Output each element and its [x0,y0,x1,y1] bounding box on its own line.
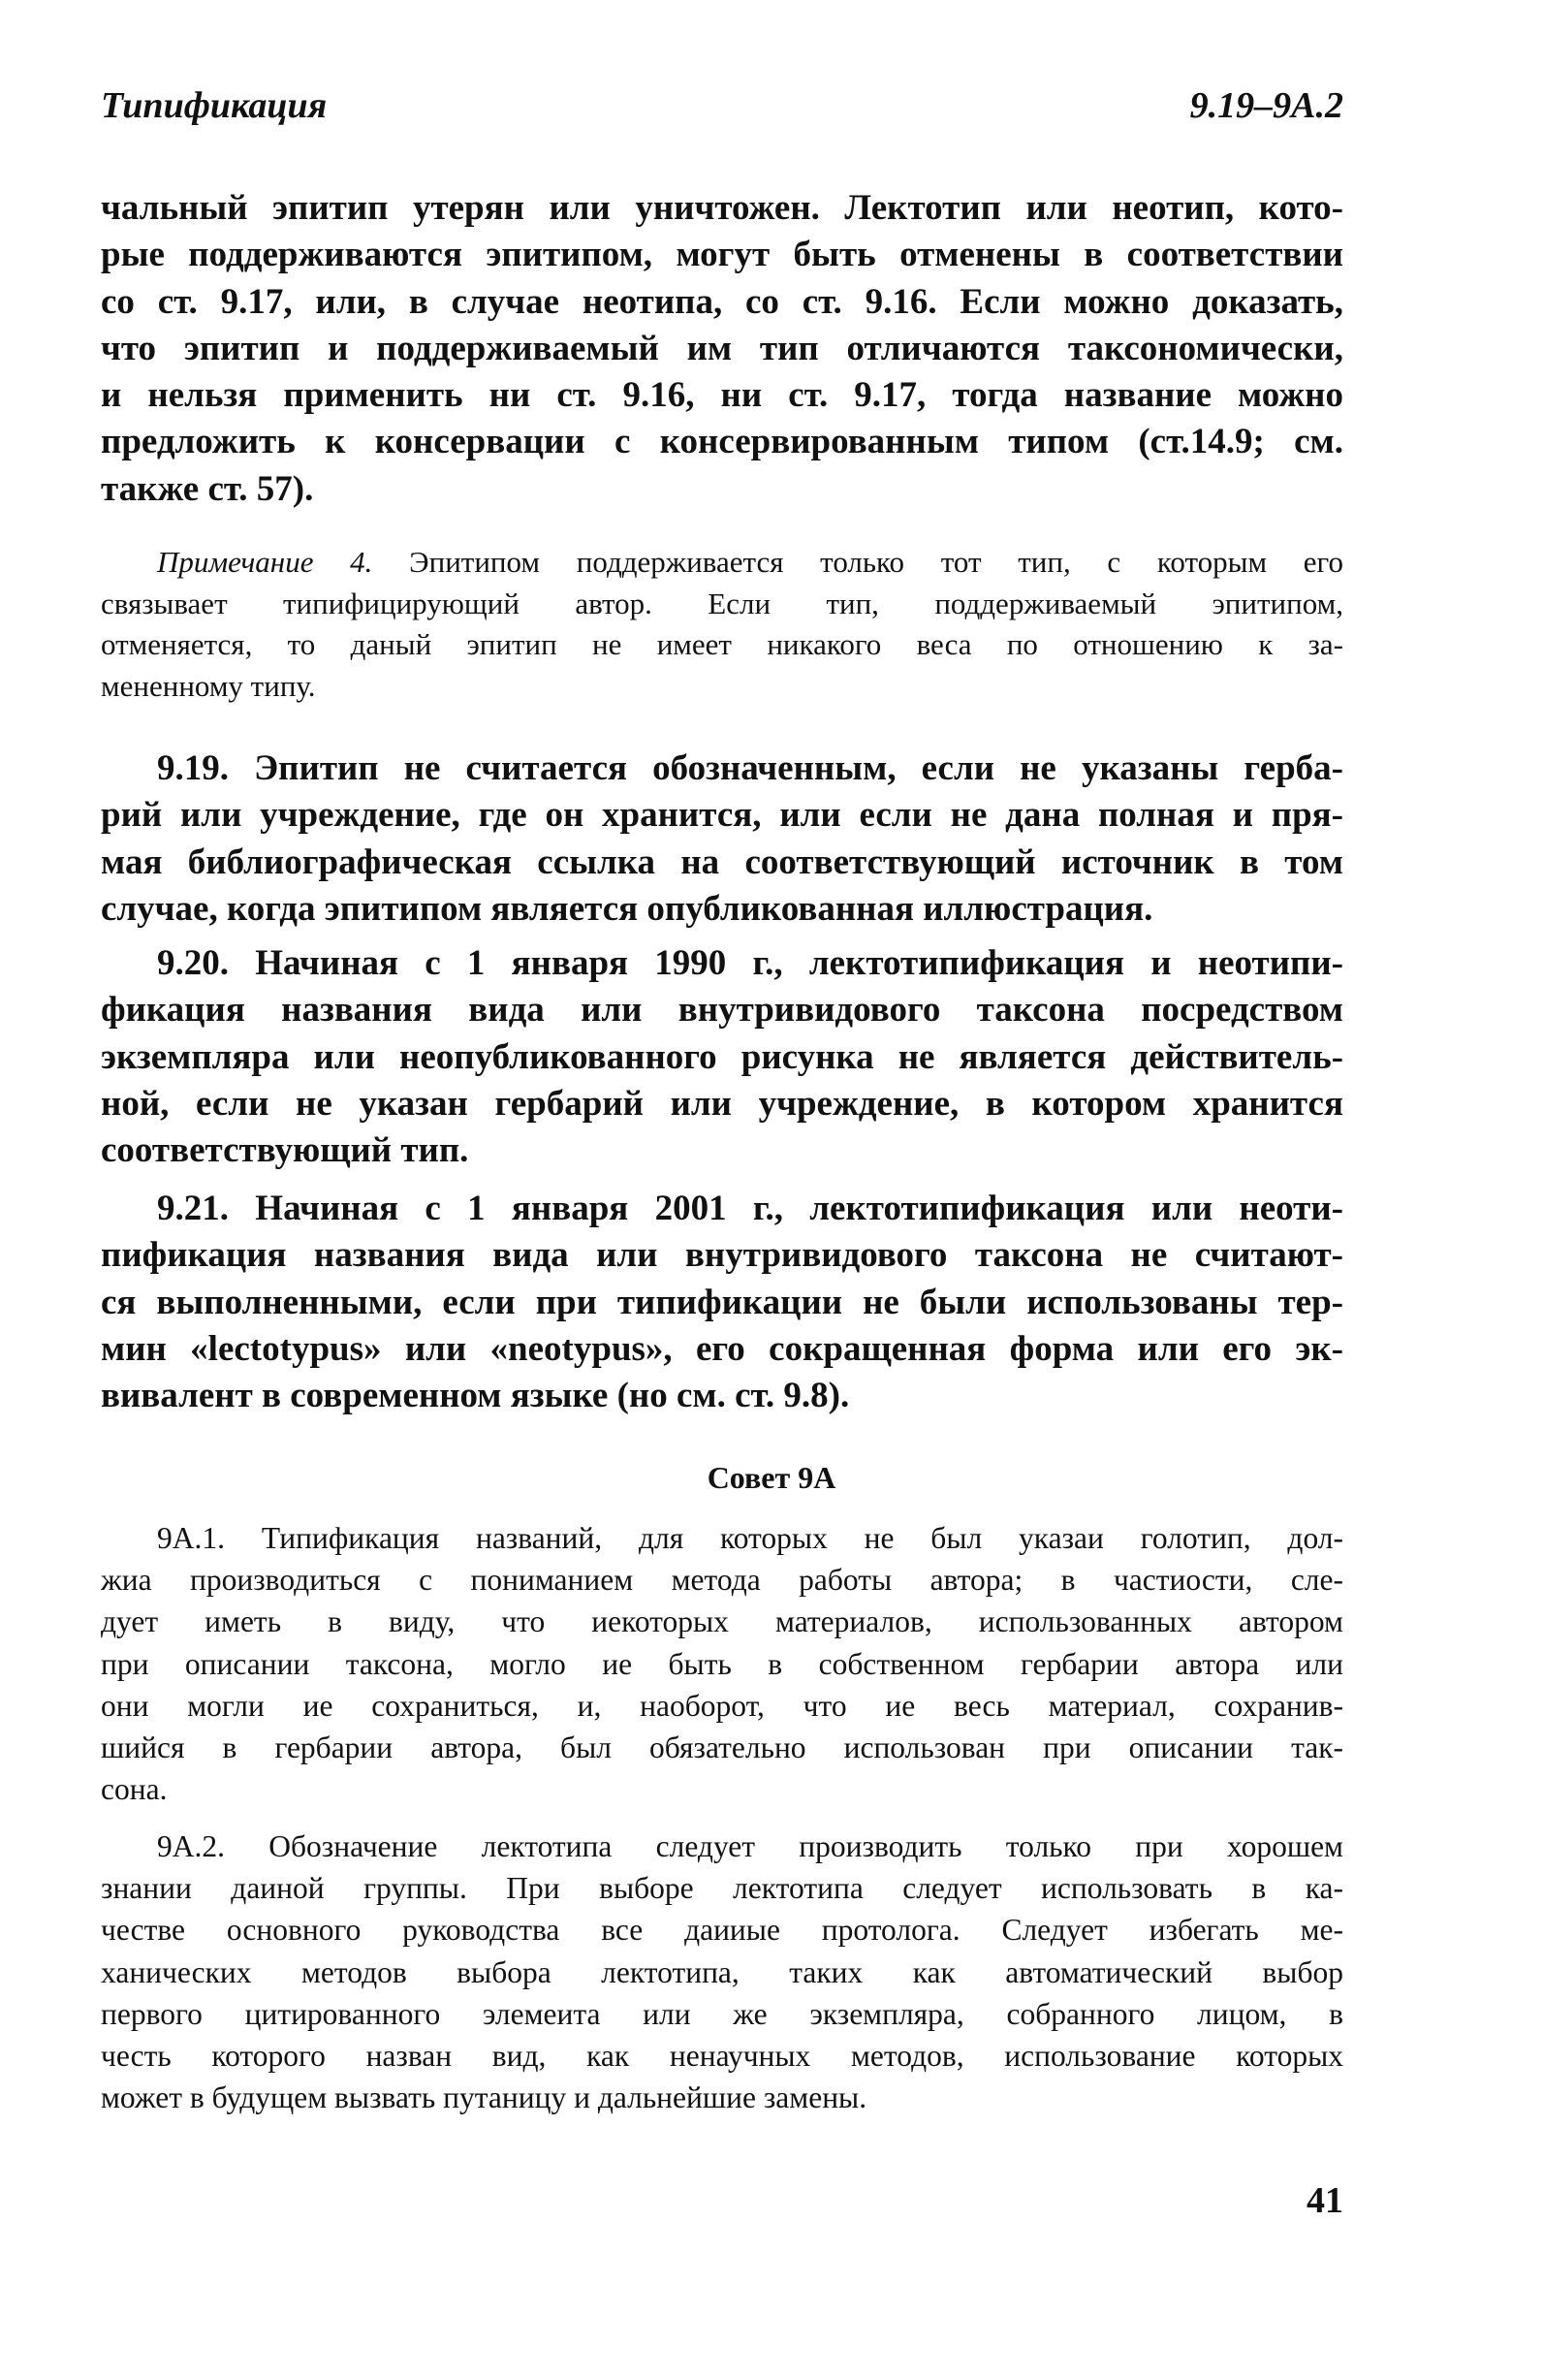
text-line: связывает типифицирующий автор. Если тип, поддерживаемый эпитипом, [101,586,1343,620]
text-line: 9.19. Эпитип не считается обозначенным, если не указаны герба- [157,748,1343,788]
text-line: рые поддерживаются эпитипом, могут быть отменены в соответствии [101,235,1343,275]
paragraph-continuation [101,185,1343,513]
text-line: предложить к консервации с консервированным типом (ст.14.9; см. [101,422,1343,462]
text-line: 9А.2. Обозначение лектотипа следует производить только при хорошем [157,1829,1343,1863]
text-line: мин «lectotypus» или «neotypus», его сокращенная форма или его эк- [101,1328,1343,1369]
text-line: честь которого назван вид, как ненаучных методов, использование которых [101,2039,1343,2074]
text-line: мененному типу. [101,668,316,703]
text-line: чальный эпитип утерян или уничтожен. Лектотип или неотип, кото- [101,188,1343,228]
text-line: честве основного руководства все даииые протолога. Следует избегать ме- [101,1913,1343,1948]
text-line: и нельзя применить ни ст. 9.16, ни ст. 9.17, тогда название можно [101,375,1343,416]
text-line: ханических методов выбора лектотипа, таких как автоматический выбор [101,1954,1343,1989]
running-header-range: 9.19–9А.2 [1189,85,1343,126]
text-line: может в будущем вызвать путаницу и дальнейшие замены. [101,2080,867,2115]
note-label: Примечание 4. [157,545,373,579]
note-text: Эпитипом поддерживается только тот тип, с которым его [372,545,1343,579]
text-line: экземпляра или неопубликованного рисунка не является действитель- [101,1036,1343,1077]
text-line: пификация названия вида или внутривидового таксона не считают- [101,1235,1343,1276]
recommendation-9a-2 [101,1825,1343,2118]
text-line: первого цитированного элемеита или же экземпляра, собранного лицом, в [101,1996,1343,2031]
text-line: при описании таксона, могло ие быть в собственном гербарии автора или [101,1646,1343,1681]
note-4 [101,542,1343,707]
recommendation-9a-1 [101,1517,1343,1810]
text-line [101,542,1343,584]
text-line: 9.20. Начиная с 1 января 1990 г., лектотипификация и неотипи- [157,943,1343,983]
running-header-title: Типификация [101,85,328,126]
text-line: ся выполненными, если при типификации не были использованы тер- [101,1282,1343,1322]
text-line: отменяется, то даный эпитип не имеет никакого веса по отношению к за- [101,627,1343,661]
text-line: 9.21. Начиная с 1 января 2001 г., лектотипификация или неоти- [157,1189,1343,1228]
text-line: жиа производиться с пониманием метода работы автора; в частиости, сле- [101,1563,1343,1598]
text-line: они могли ие сохраниться, и, наоборот, что ие весь материал, сохранив- [101,1688,1343,1723]
article-9-19 [101,746,1343,933]
text-line: сона. [101,1772,168,1807]
text-line: со ст. 9.17, или, в случае неотипа, со ст. 9.16. Если можно доказать, [101,281,1343,322]
text-line: шийся в гербарии автора, был обязательно использован при описании так- [101,1730,1343,1765]
text-line: также ст. 57). [101,468,314,509]
page-number: 41 [1307,2180,1343,2221]
text-line: рий или учреждение, где он хранится, или если не дана полная и пря- [101,795,1343,836]
article-9-21 [101,1186,1343,1419]
text-line: 9А.1. Типификация названий, для которых не был указаи голотип, дол- [157,1521,1343,1555]
article-9-20 [101,940,1343,1174]
text-line: фикация названия вида или внутривидового таксона посредством [101,990,1343,1031]
text-line: случае, когда эпитипом является опубликованная иллюстрация. [101,888,1153,929]
text-line: знании даиной группы. При выборе лектотипа следует использовать в ка- [101,1871,1343,1906]
text-line: дует иметь в виду, что иекоторых материалов, использованных автором [101,1604,1343,1639]
advice-heading: Совет 9А [707,1460,836,1495]
text-line: ной, если не указан гербарий или учреждение, в котором хранится [101,1083,1343,1124]
text-line: соответствующий тип. [101,1130,469,1171]
text-line: что эпитип и поддерживаемый им тип отличаются таксономически, [101,328,1343,368]
text-line: мая библиографическая ссылка на соответствующий источник в том [101,841,1343,882]
text-line: вивалент в современном языке (но см. ст. 9.8). [101,1376,850,1416]
